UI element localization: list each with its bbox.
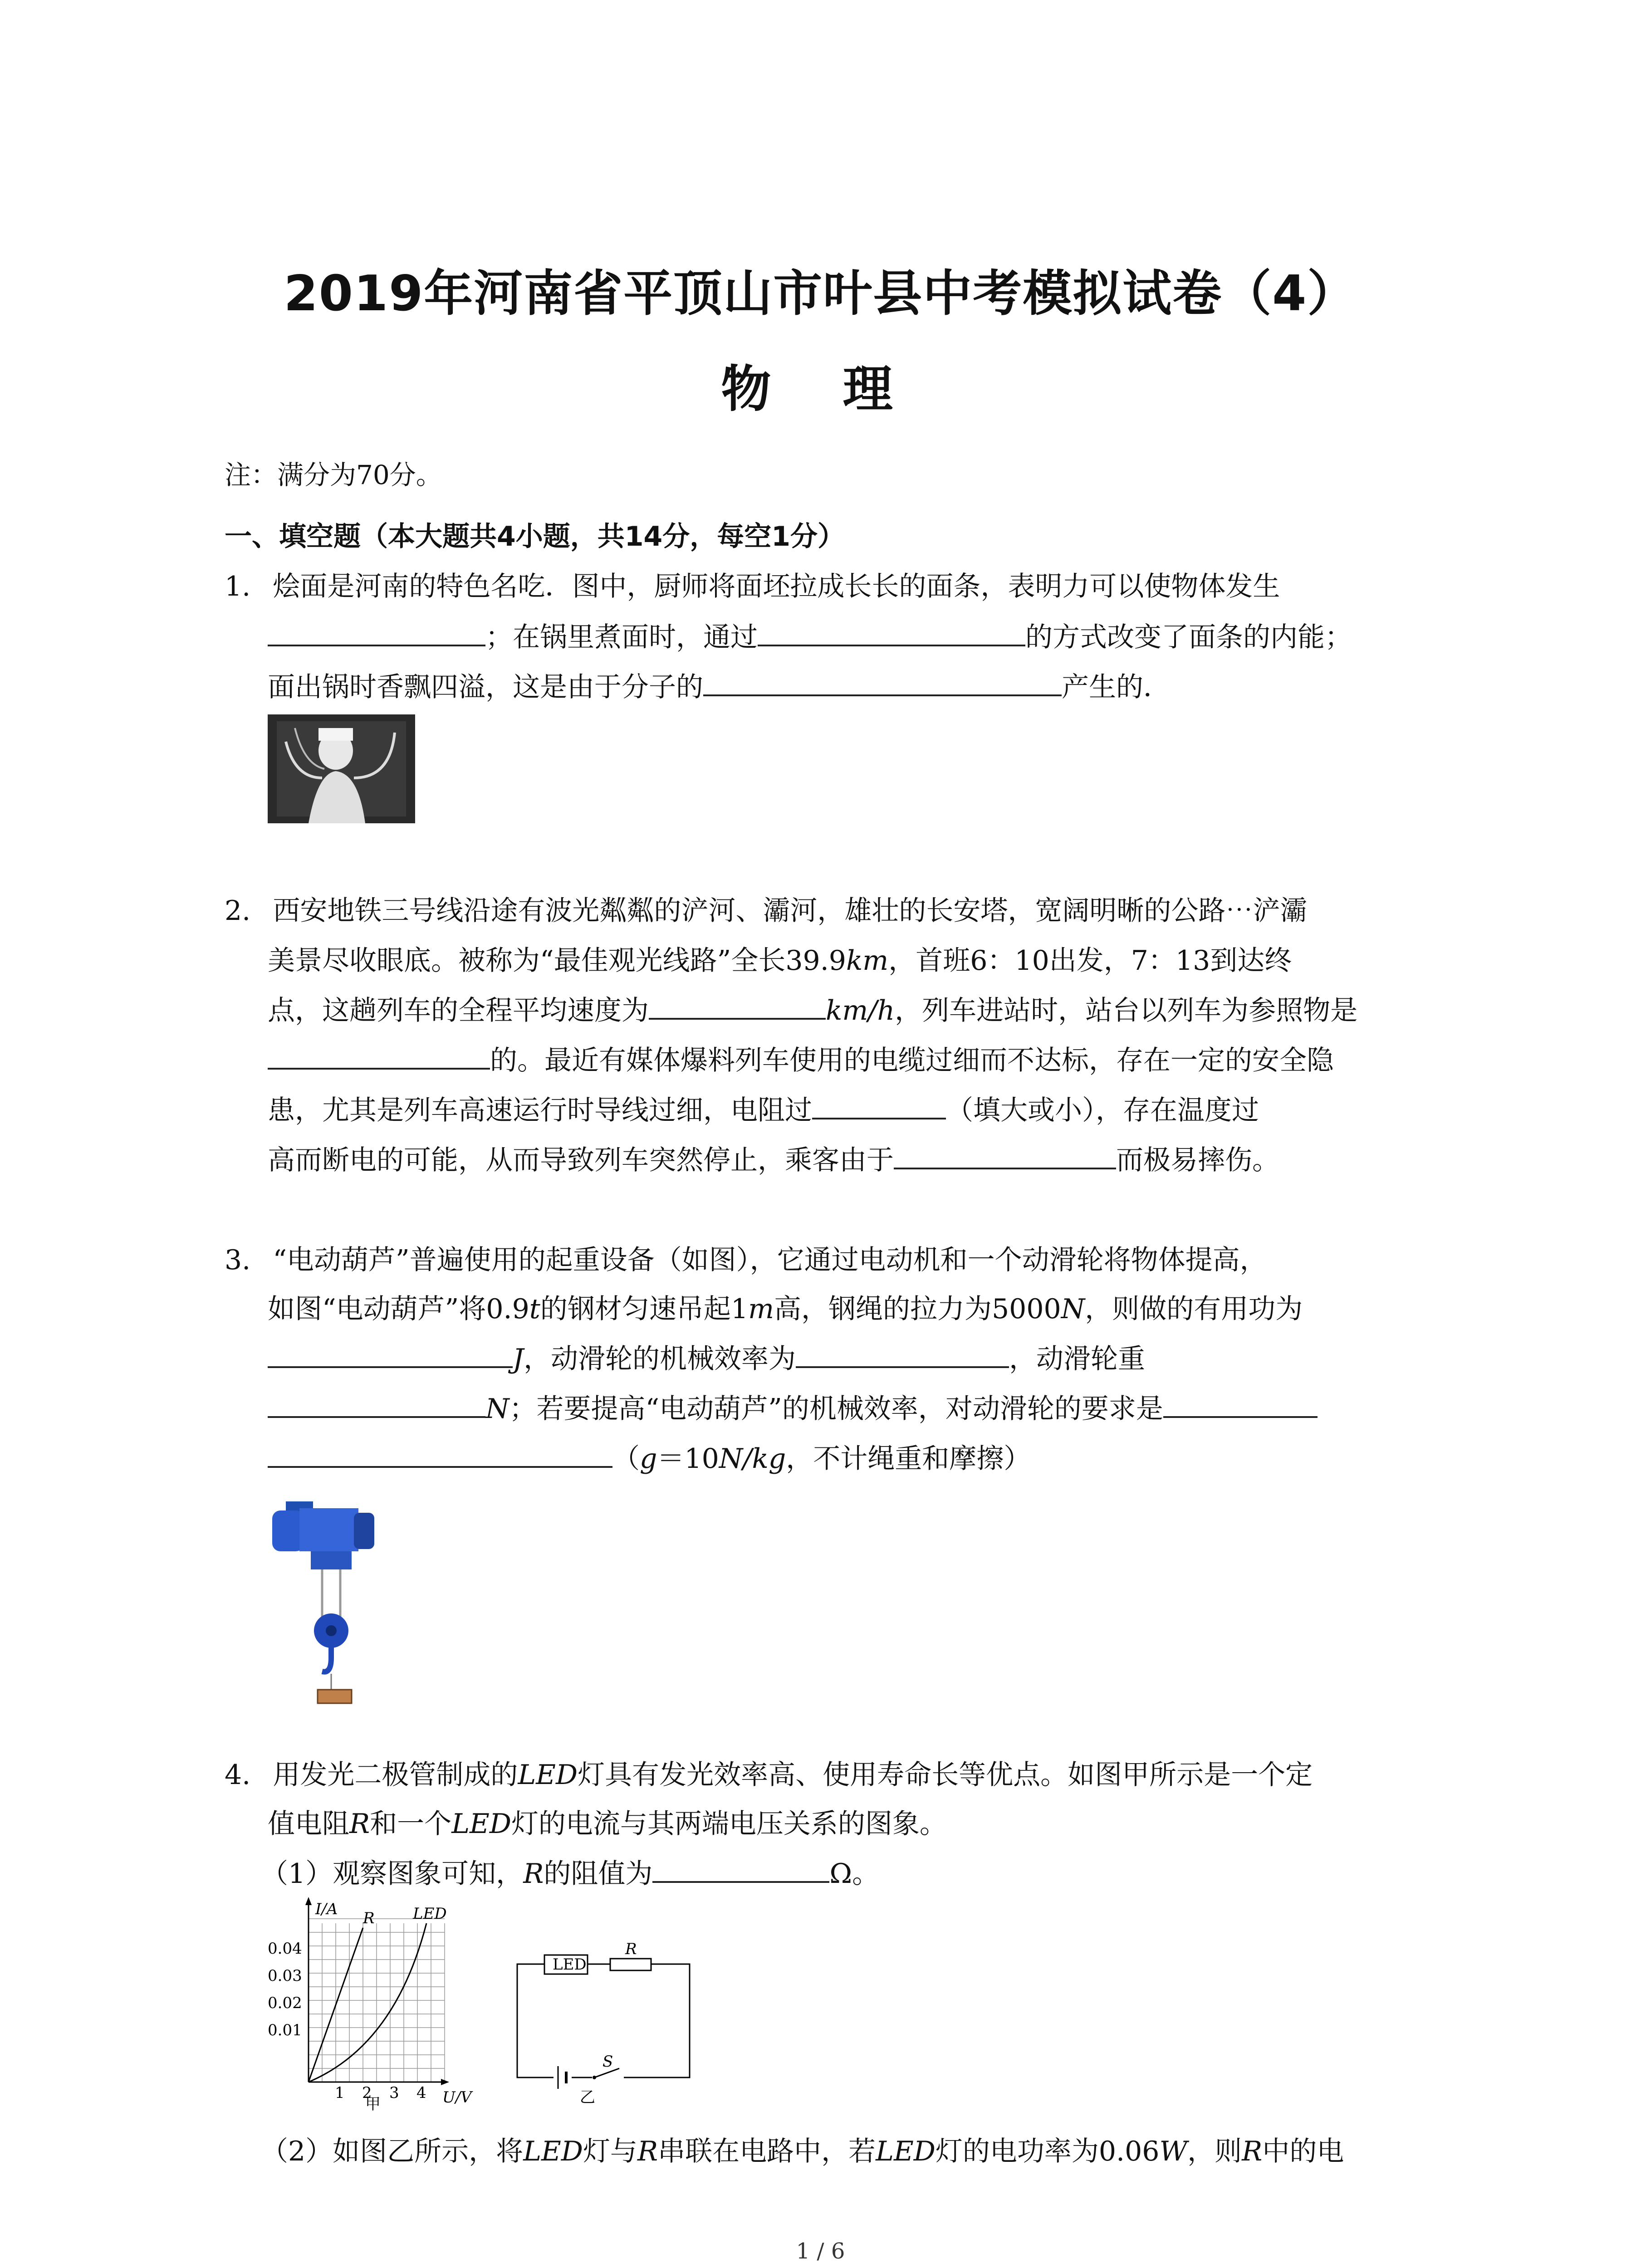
electric-hoist-image bbox=[268, 1483, 386, 1710]
answer-blank[interactable] bbox=[268, 618, 485, 646]
question-text: ，则做的有用功为 bbox=[1085, 1293, 1303, 1325]
y-axis-label: I/A bbox=[315, 1900, 338, 1918]
x-axis-arrow bbox=[441, 2079, 449, 2085]
unit-text: t bbox=[529, 1293, 540, 1325]
resistor-curve-label: R bbox=[363, 1909, 375, 1927]
question-text: 烩面是河南的特色名吃．图中，厨师将面坯拉成长长的面条，表明力可以使物体发生 bbox=[273, 571, 1280, 602]
question-text: 面出锅时香飘四溢，这是由于分子的 bbox=[268, 671, 703, 703]
question-text: 灯具有发光效率高、使用寿命长等优点。如图甲所示是一个定 bbox=[578, 1759, 1313, 1791]
question-text: 的阻值为 bbox=[544, 1858, 653, 1890]
question-text: Ω。 bbox=[829, 1858, 880, 1890]
question-text: 值电阻 bbox=[268, 1808, 349, 1840]
question-text: 串联在电路中，若 bbox=[658, 2136, 876, 2167]
question-number: 4. bbox=[225, 1759, 251, 1791]
question-text: 用发光二极管制成的 bbox=[273, 1759, 518, 1791]
question-text: ＝10 bbox=[657, 1443, 719, 1475]
question-number: 3. bbox=[225, 1244, 251, 1276]
section-heading: 一、填空题（本大题共4小题，共14分，每空1分） bbox=[225, 521, 845, 552]
page-number: 1 / 6 bbox=[796, 2239, 845, 2264]
question-text: ；在锅里煮面时，通过 bbox=[485, 621, 758, 653]
x-tick-label: 3 bbox=[389, 2084, 399, 2102]
y-axis-arrow bbox=[305, 1897, 312, 1905]
y-tick-label: 0.01 bbox=[268, 2021, 302, 2039]
x-tick-label: 4 bbox=[416, 2084, 426, 2102]
question-text: 中的电 bbox=[1262, 2136, 1344, 2167]
question-text: 的钢材匀速吊起1 bbox=[540, 1293, 749, 1325]
question-number: 1. bbox=[225, 571, 251, 602]
circuit-caption: 乙 bbox=[580, 2088, 595, 2107]
answer-blank[interactable] bbox=[268, 1390, 485, 1418]
unit-text: N bbox=[1061, 1293, 1085, 1325]
unit-text: m bbox=[748, 1293, 774, 1325]
question-text: ，列车进站时，站台以列车为参照物是 bbox=[895, 995, 1358, 1026]
question-number: 2. bbox=[225, 895, 251, 927]
question-text: 和一个 bbox=[370, 1808, 452, 1840]
answer-blank[interactable] bbox=[796, 1340, 1009, 1368]
term-text: R bbox=[1242, 2136, 1263, 2167]
question-text: ，动滑轮重 bbox=[1009, 1343, 1146, 1375]
unit-text: J bbox=[513, 1343, 524, 1375]
y-tick-label: 0.04 bbox=[268, 1940, 302, 1958]
question-text: 灯与 bbox=[583, 2136, 637, 2167]
noodle-chef-photo bbox=[268, 714, 415, 823]
led-curve bbox=[309, 1923, 426, 2082]
resistor-component bbox=[610, 1959, 651, 1970]
question-text: ，不计绳重和摩擦） bbox=[786, 1443, 1031, 1475]
question-text: 而极易摔伤。 bbox=[1116, 1144, 1279, 1176]
question-text: ，则 bbox=[1187, 2136, 1242, 2167]
term-text: R bbox=[349, 1808, 370, 1840]
question-text: 点，这趟列车的全程平均速度为 bbox=[268, 995, 649, 1026]
question-text: 灯的电流与其两端电压关系的图象。 bbox=[511, 1808, 947, 1840]
term-text: R bbox=[637, 2136, 658, 2167]
question-text: 产生的． bbox=[1062, 671, 1171, 703]
x-tick-label: 1 bbox=[335, 2084, 345, 2102]
subject-title: 物 理 bbox=[721, 360, 920, 418]
unit-text: N bbox=[485, 1393, 509, 1425]
question-text: 西安地铁三号线沿途有波光粼粼的浐河、灞河，雄壮的长安塔，宽阔明晰的公路⋯浐灞 bbox=[273, 895, 1308, 927]
x-axis-label: U/V bbox=[442, 2088, 472, 2107]
led-curve-label: LED bbox=[413, 1905, 447, 1923]
term-text: LED bbox=[523, 2136, 583, 2167]
question-text: “电动葫芦”普遍使用的起重设备（如图），它通过电动机和一个动滑轮将物体提高， bbox=[273, 1244, 1267, 1276]
question-text: 的。最近有媒体爆料列车使用的电缆过细而不达标，存在一定的安全隐 bbox=[490, 1045, 1334, 1076]
term-text: R bbox=[523, 1858, 544, 1890]
answer-blank[interactable] bbox=[703, 668, 1062, 696]
unit-text: N/kg bbox=[719, 1443, 786, 1475]
term-text: LED bbox=[518, 1759, 578, 1791]
answer-blank[interactable] bbox=[268, 1340, 513, 1368]
resistor-label: R bbox=[625, 1940, 637, 1958]
question-text: （ bbox=[612, 1443, 640, 1475]
switch-label: S bbox=[603, 2053, 613, 2071]
answer-blank[interactable] bbox=[268, 1440, 612, 1468]
question-text: （1）观察图象可知， bbox=[261, 1858, 524, 1890]
question-text: 的方式改变了面条的内能； bbox=[1025, 621, 1352, 653]
answer-blank[interactable] bbox=[268, 1041, 490, 1070]
answer-blank[interactable] bbox=[1163, 1390, 1318, 1418]
iv-graph bbox=[259, 1896, 472, 2113]
exam-title: 2019年河南省平顶山市叶县中考模拟试卷（4） bbox=[284, 265, 1357, 322]
question-text: 高而断电的可能，从而导致列车突然停止，乘客由于 bbox=[268, 1144, 894, 1176]
question-text: （2）如图乙所示，将 bbox=[261, 2136, 524, 2167]
term-text: LED bbox=[876, 2136, 936, 2167]
score-note: 注：满分为70分。 bbox=[225, 459, 442, 490]
unit-text: g bbox=[640, 1443, 657, 1475]
question-text: （填大或小），存在温度过 bbox=[946, 1095, 1259, 1126]
y-tick-label: 0.03 bbox=[268, 1967, 302, 1985]
graph-caption: 甲 bbox=[365, 2095, 381, 2113]
term-text: LED bbox=[451, 1808, 511, 1840]
answer-blank[interactable] bbox=[894, 1141, 1116, 1169]
question-text: ，首班6：10出发，7：13到达终 bbox=[888, 945, 1292, 977]
question-text: 美景尽收眼底。被称为“最佳观光线路”全长39.9 bbox=[268, 945, 846, 977]
y-tick-label: 0.02 bbox=[268, 1994, 302, 2012]
answer-blank[interactable] bbox=[649, 992, 826, 1020]
unit-text: km bbox=[846, 945, 889, 977]
x-tick-label: 2 bbox=[362, 2084, 372, 2102]
question-text: 灯的电功率为0.06 bbox=[935, 2136, 1160, 2167]
question-text: ；若要提高“电动葫芦”的机械效率，对动滑轮的要求是 bbox=[509, 1393, 1163, 1425]
answer-blank[interactable] bbox=[812, 1091, 946, 1119]
led-component-label: LED bbox=[553, 1955, 587, 1974]
question-text: 患，尤其是列车高速运行时导线过细，电阻过 bbox=[268, 1095, 812, 1126]
answer-blank[interactable] bbox=[758, 618, 1025, 646]
circuit-diagram bbox=[508, 1941, 699, 2105]
unit-text: km/h bbox=[826, 995, 895, 1026]
question-text: 高，钢绳的拉力为5000 bbox=[774, 1293, 1061, 1325]
unit-text: W bbox=[1159, 2136, 1188, 2167]
answer-blank[interactable] bbox=[652, 1855, 829, 1883]
question-text: 如图“电动葫芦”将0.9 bbox=[268, 1293, 529, 1325]
question-text: ，动滑轮的机械效率为 bbox=[524, 1343, 796, 1375]
